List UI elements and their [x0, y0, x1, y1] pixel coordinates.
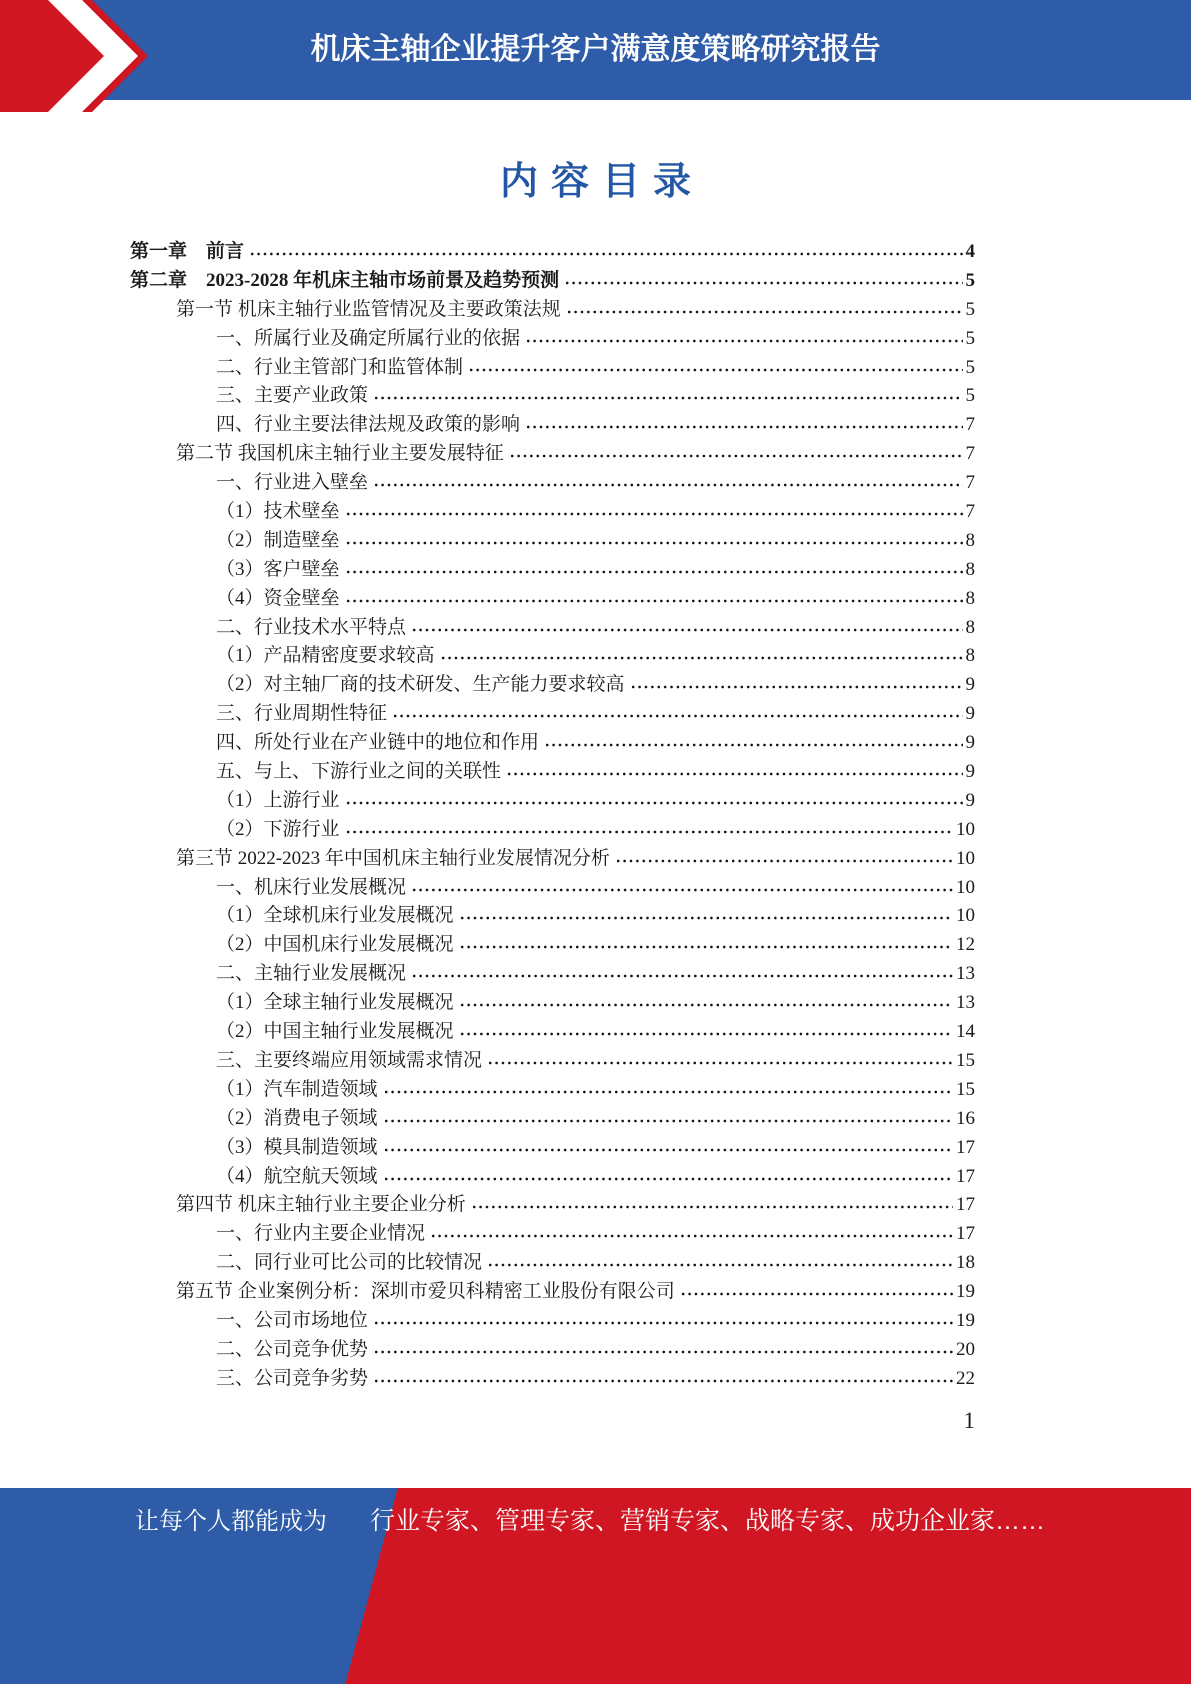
toc-entry-text: 四、行业主要法律法规及政策的影响: [216, 414, 521, 436]
toc-entry: [130, 1191, 975, 1220]
toc-entry: [130, 614, 975, 643]
toc-entry-page: 5: [965, 269, 975, 291]
toc-entry-text: （1）产品精密度要求较高: [216, 645, 435, 667]
toc-entry-page: 22: [956, 1367, 975, 1389]
toc-entry-text: 第一节 机床主轴行业监管情况及主要政策法规: [176, 298, 561, 320]
toc-entry-page: 7: [965, 501, 975, 523]
toc-entry: [130, 787, 975, 816]
toc-entry: [130, 1336, 975, 1365]
toc-entry: [130, 1365, 975, 1394]
toc-dot-leader: [373, 1349, 953, 1355]
toc-entry-text: （3）客户壁垒: [216, 558, 340, 580]
toc-entry-text: 第一章 前言: [130, 241, 245, 262]
toc-entry-page: 20: [956, 1338, 975, 1360]
toc-entry: [130, 1134, 975, 1163]
toc-dot-leader: [459, 915, 953, 921]
toc-entry: [130, 469, 975, 498]
toc-entry-page: 13: [956, 963, 975, 985]
toc-entry: [130, 874, 975, 903]
toc-dot-leader: [459, 1002, 953, 1008]
toc-entry-page: 19: [956, 1281, 975, 1303]
toc-entry: [130, 296, 975, 325]
toc-dot-leader: [615, 858, 953, 864]
toc-dot-leader: [566, 309, 963, 315]
toc-entry-text: （2）中国主轴行业发展概况: [216, 1021, 454, 1043]
toc-entry-text: 五、与上、下游行业之间的关联性: [216, 761, 502, 783]
header-arrow-icon: [0, 0, 150, 112]
toc-title: 内容目录: [499, 161, 704, 203]
toc-entry: [130, 960, 975, 989]
toc-entry-page: 17: [956, 1194, 975, 1216]
toc-entry: [130, 1220, 975, 1249]
toc-entry-text: （2）对主轴厂商的技术研发、生产能力要求较高: [216, 674, 625, 696]
toc-entry-page: 7: [965, 472, 975, 494]
toc-entry-page: 4: [965, 241, 975, 262]
toc-entry: [130, 382, 975, 411]
toc-entry-page: 17: [956, 1223, 975, 1245]
toc-entry-text: 第四节 机床主轴行业主要企业分析: [176, 1194, 466, 1216]
toc-entry: [130, 1249, 975, 1278]
toc-entry: [130, 411, 975, 440]
toc-dot-leader: [345, 829, 953, 835]
toc-entry-page: 14: [956, 1021, 975, 1043]
toc-entry-page: 9: [965, 732, 975, 754]
toc-dot-leader: [440, 655, 963, 661]
footer-slogan-left: 让每个人都能成为: [135, 1508, 327, 1535]
toc-entry-text: 一、所属行业及确定所属行业的依据: [216, 327, 521, 349]
toc-dot-leader: [345, 598, 963, 604]
toc-entry: [130, 238, 975, 267]
toc-dot-leader: [249, 251, 962, 257]
toc-entry-text: 一、行业内主要企业情况: [216, 1223, 426, 1245]
toc-entry-page: 16: [956, 1107, 975, 1129]
toc-entry-page: 8: [965, 645, 975, 667]
toc-entry-page: 17: [956, 1136, 975, 1158]
toc-dot-leader: [345, 800, 963, 806]
toc-entry-page: 17: [956, 1165, 975, 1187]
toc-entry-page: 10: [956, 847, 975, 869]
toc-entry: [130, 931, 975, 960]
toc-entry-text: （2）制造壁垒: [216, 529, 340, 551]
toc-entry-page: 8: [965, 587, 975, 609]
toc-entry-text: （1）技术壁垒: [216, 501, 340, 523]
toc-entry-text: 二、公司竞争优势: [216, 1338, 369, 1360]
toc-entry-text: （1）全球主轴行业发展概况: [216, 992, 454, 1014]
toc-entry: [130, 1163, 975, 1192]
toc-dot-leader: [564, 280, 962, 286]
toc-entry-page: 9: [965, 761, 975, 783]
toc-entry: [130, 845, 975, 874]
toc-entry-page: 8: [965, 616, 975, 638]
toc-entry: [130, 816, 975, 845]
toc-entry-text: 二、行业主管部门和监管体制: [216, 356, 464, 378]
toc-dot-leader: [345, 511, 963, 517]
toc-entry-text: （4）资金壁垒: [216, 587, 340, 609]
toc-entry-text: 第二章 2023-2028 年机床主轴市场前景及趋势预测: [130, 269, 560, 291]
toc-entry-text: 四、所处行业在产业链中的地位和作用: [216, 732, 540, 754]
toc-entry: [130, 354, 975, 383]
toc-entry-page: 13: [956, 992, 975, 1014]
toc-dot-leader: [383, 1176, 953, 1182]
toc-dot-leader: [373, 482, 962, 488]
toc-entry: [130, 902, 975, 931]
toc-dot-leader: [383, 1118, 953, 1124]
toc-list: [130, 238, 975, 1394]
toc-entry-text: 一、机床行业发展概况: [216, 876, 407, 898]
toc-dot-leader: [680, 1291, 953, 1297]
toc-entry-page: 19: [956, 1309, 975, 1331]
report-header-banner: [0, 0, 1191, 100]
toc-entry: [130, 700, 975, 729]
toc-entry: [130, 585, 975, 614]
toc-entry-text: （4）航空航天领域: [216, 1165, 378, 1187]
toc-entry-page: 5: [965, 327, 975, 349]
toc-entry: [130, 1307, 975, 1336]
toc-entry-page: 5: [965, 385, 975, 407]
toc-entry-page: 12: [956, 934, 975, 956]
toc-entry-page: 5: [965, 298, 975, 320]
toc-entry-page: 9: [965, 789, 975, 811]
toc-entry: [130, 1076, 975, 1105]
toc-dot-leader: [345, 569, 963, 575]
toc-entry: [130, 1278, 975, 1307]
toc-dot-leader: [525, 424, 962, 430]
toc-dot-leader: [411, 973, 953, 979]
toc-entry-text: （2）下游行业: [216, 818, 340, 840]
toc-dot-leader: [392, 713, 962, 719]
toc-dot-leader: [383, 1089, 953, 1095]
footer-banner: [0, 1488, 1191, 1684]
report-title: 机床主轴企业提升客户满意度策略研究报告: [310, 33, 881, 66]
toc-dot-leader: [459, 944, 953, 950]
toc-dot-leader: [471, 1204, 953, 1210]
toc-entry-text: 二、行业技术水平特点: [216, 616, 407, 638]
toc-entry: [130, 671, 975, 700]
toc-dot-leader: [487, 1060, 953, 1066]
toc-entry: [130, 498, 975, 527]
toc-entry: [130, 642, 975, 671]
toc-dot-leader: [468, 367, 962, 373]
toc-entry-page: 15: [956, 1078, 975, 1100]
toc-dot-leader: [630, 684, 963, 690]
toc-dot-leader: [411, 887, 953, 893]
toc-entry: [130, 325, 975, 354]
toc-dot-leader: [373, 1320, 953, 1326]
toc-dot-leader: [506, 771, 962, 777]
toc-entry: [130, 556, 975, 585]
toc-entry-text: 三、主要产业政策: [216, 385, 369, 407]
toc-dot-leader: [411, 627, 962, 633]
toc-entry-page: 18: [956, 1252, 975, 1274]
toc-dot-leader: [525, 338, 962, 344]
page-number: 1: [963, 1408, 975, 1433]
toc-entry-text: 三、公司竞争劣势: [216, 1367, 369, 1389]
toc-entry-page: 7: [965, 414, 975, 436]
toc-entry-page: 10: [956, 876, 975, 898]
toc-entry-page: 8: [965, 529, 975, 551]
toc-dot-leader: [383, 1147, 953, 1153]
toc-entry-page: 9: [965, 703, 975, 725]
toc-entry-page: 5: [965, 356, 975, 378]
toc-entry: [130, 989, 975, 1018]
toc-entry-text: 第五节 企业案例分析：深圳市爱贝科精密工业股份有限公司: [176, 1281, 675, 1303]
toc-entry-page: 9: [965, 674, 975, 696]
toc-entry: [130, 440, 975, 469]
toc-entry-text: （3）模具制造领域: [216, 1136, 378, 1158]
toc-entry-text: （2）消费电子领域: [216, 1107, 378, 1129]
toc-entry: [130, 1105, 975, 1134]
toc-entry: [130, 729, 975, 758]
toc-entry: [130, 1047, 975, 1076]
toc-dot-leader: [430, 1233, 953, 1239]
toc-entry-text: （1）上游行业: [216, 789, 340, 811]
toc-entry-page: 15: [956, 1049, 975, 1071]
toc-dot-leader: [345, 540, 963, 546]
toc-entry-page: 8: [965, 558, 975, 580]
toc-entry-text: 一、行业进入壁垒: [216, 472, 369, 494]
toc-entry-text: 二、同行业可比公司的比较情况: [216, 1252, 483, 1274]
toc-dot-leader: [487, 1262, 953, 1268]
toc-entry: [130, 758, 975, 787]
toc-dot-leader: [544, 742, 962, 748]
toc-entry-text: （2）中国机床行业发展概况: [216, 934, 454, 956]
toc-entry-page: 10: [956, 905, 975, 927]
toc-entry-text: （1）全球机床行业发展概况: [216, 905, 454, 927]
toc-entry-text: 二、主轴行业发展概况: [216, 963, 407, 985]
toc-entry-page: 7: [965, 443, 975, 465]
toc-dot-leader: [509, 453, 963, 459]
toc-entry: [130, 527, 975, 556]
toc-entry-text: 三、主要终端应用领域需求情况: [216, 1049, 483, 1071]
toc-entry-text: 第二节 我国机床主轴行业主要发展特征: [176, 443, 504, 465]
toc-entry: [130, 267, 975, 296]
toc-dot-leader: [373, 395, 962, 401]
footer-slogan-right: 行业专家、管理专家、营销专家、战略专家、成功企业家……: [370, 1507, 1046, 1535]
toc-entry-page: 10: [956, 818, 975, 840]
toc-dot-leader: [459, 1031, 953, 1037]
toc-entry-text: （1）汽车制造领域: [216, 1078, 378, 1100]
toc-entry-text: 一、公司市场地位: [216, 1309, 369, 1331]
toc-entry-text: 三、行业周期性特征: [216, 703, 388, 725]
toc-entry: [130, 1018, 975, 1047]
toc-entry-text: 第三节 2022-2023 年中国机床主轴行业发展情况分析: [176, 847, 610, 869]
toc-dot-leader: [373, 1378, 953, 1384]
